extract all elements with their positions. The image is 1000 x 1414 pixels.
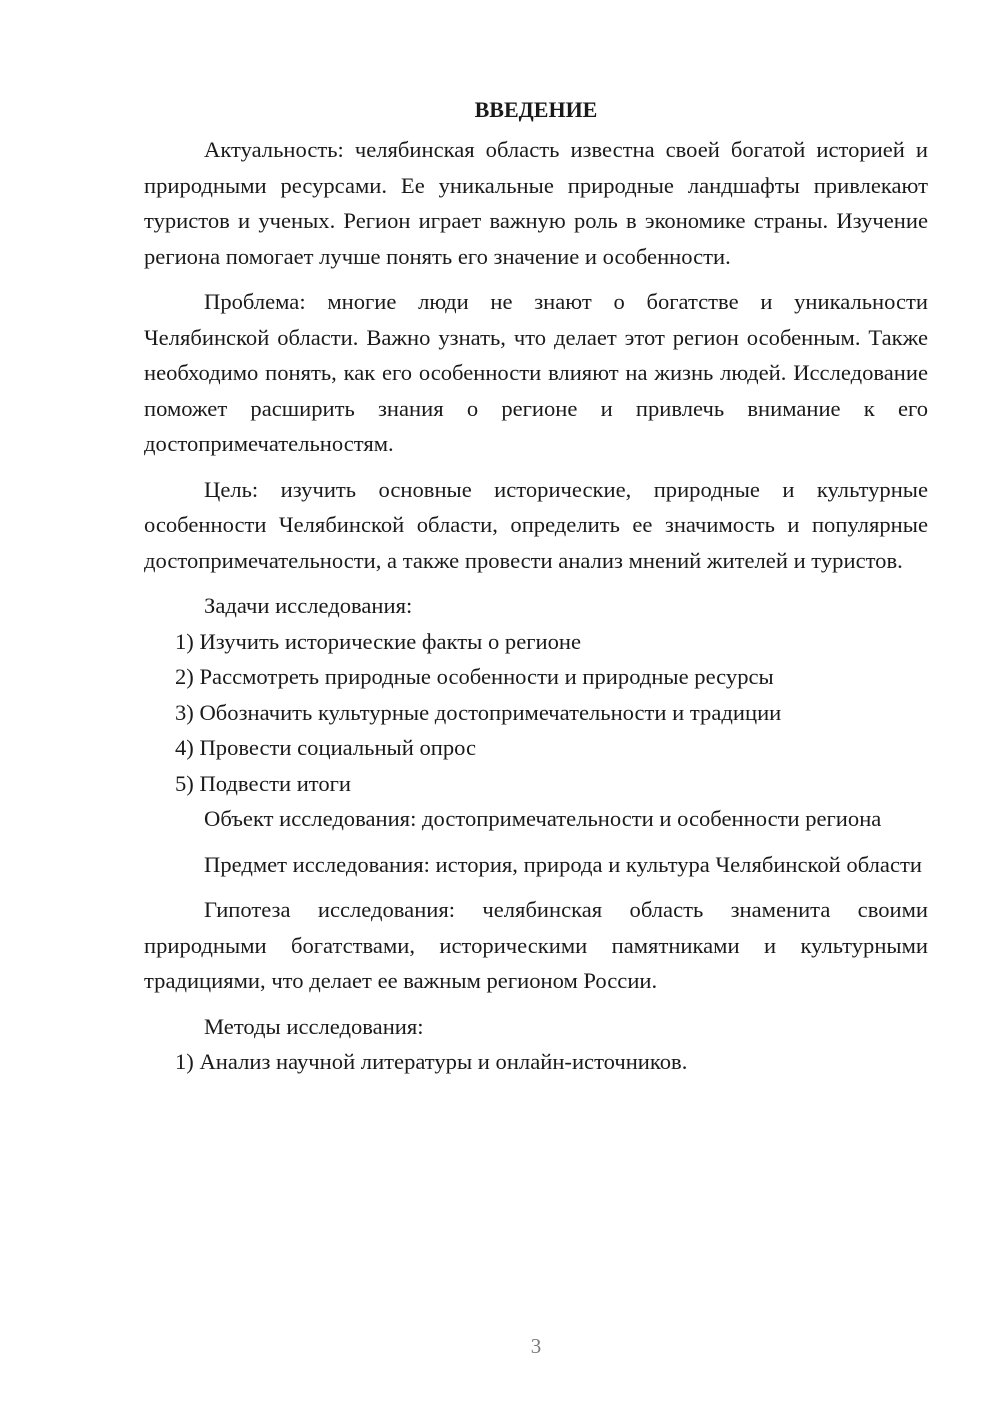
task-item: 2) Рассмотреть природные особенности и природные ресурсы — [175, 664, 774, 689]
methods-list — [144, 1044, 928, 1080]
tasks-list — [144, 624, 928, 802]
relevance-paragraph: Актуальность: челябинская область известна своей богатой историей и природными ресурсами. Ее уникальные природные ландшафты привлекают туристов и ученых. Регион играет важную роль в экономике страны. Изучение региона помогает лучше понять его значение и особенности. — [144, 137, 928, 269]
problem-paragraph: Проблема: многие люди не знают о богатстве и уникальности Челябинской области. Важно узнать, что делает этот регион особенным. Также необходимо понять, как его особенности влияют на жизнь людей. Исследование поможет расширить знания о регионе и привлечь внимание к его достопримечательностям. — [144, 289, 928, 456]
task-item: 5) Подвести итоги — [175, 770, 352, 796]
document-body — [144, 92, 928, 1080]
document-title: ВВЕДЕНИЕ — [474, 97, 598, 122]
object-paragraph: Объект исследования: достопримечательности и особенности региона — [204, 806, 882, 831]
methods-heading: Методы исследования: — [204, 1013, 424, 1039]
tasks-heading: Задачи исследования: — [204, 593, 413, 618]
hypothesis-paragraph: Гипотеза исследования: челябинская область знаменита своими природными богатствами, историческими памятниками и культурными традициями, что делает ее важным регионом России. — [144, 897, 928, 993]
goal-paragraph: Цель: изучить основные исторические, природные и культурные особенности Челябинской области, определить ее значимость и популярные достопримечательности, а также провести анализ мнений жителей и туристов. — [144, 476, 928, 573]
page-number: 3 — [530, 1334, 542, 1358]
task-item: 3) Обозначить культурные достопримечательности и традиции — [175, 699, 782, 725]
method-item: 1) Анализ научной литературы и онлайн-источников. — [175, 1049, 688, 1074]
task-item: 4) Провести социальный опрос — [175, 735, 477, 760]
task-item: 1) Изучить исторические факты о регионе — [175, 628, 582, 654]
subject-paragraph: Предмет исследования: история, природа и культура Челябинской области — [204, 851, 922, 877]
